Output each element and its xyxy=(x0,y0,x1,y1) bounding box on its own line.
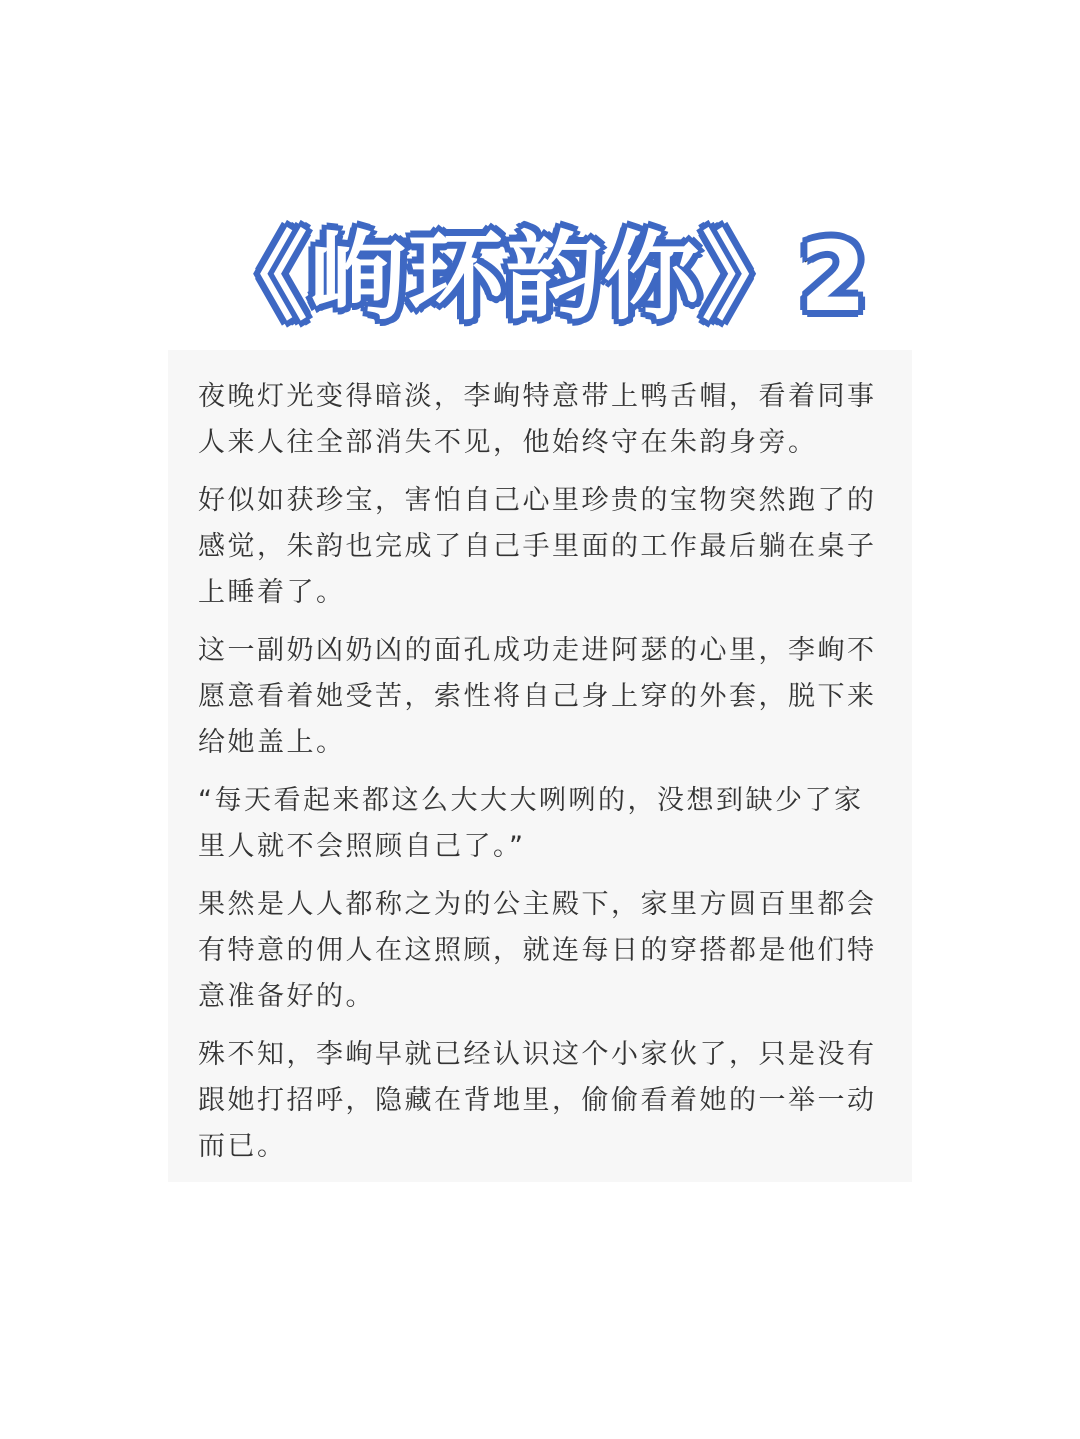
page-title: 《峋环韵你》2 xyxy=(211,221,869,333)
paragraph-4: “每天看起来都这么大大大咧咧的，没想到缺少了家里人就不会照顾自己了。” xyxy=(198,785,864,862)
paragraph-6: 殊不知，李峋早就已经认识这个小家伙了，只是没有跟她打招呼，隐藏在背地里，偷偷看着她的一举一动而已。 xyxy=(198,1039,877,1162)
paragraph-1: 夜晚灯光变得暗淡，李峋特意带上鸭舌帽，看着同事人来人往全部消失不见，他始终守在朱韵身旁。 xyxy=(198,381,877,458)
paragraph-2: 好似如获珍宝，害怕自己心里珍贵的宝物突然跑了的感觉，朱韵也完成了自己手里面的工作最后躺在桌子上睡着了。 xyxy=(198,485,877,608)
article-body xyxy=(168,350,912,1182)
paragraph-3: 这一副奶凶奶凶的面孔成功走进阿瑟的心里，李峋不愿意看着她受苦，索性将自己身上穿的外套，脱下来给她盖上。 xyxy=(198,635,877,758)
paragraph-5: 果然是人人都称之为的公主殿下，家里方圆百里都会有特意的佣人在这照顾，就连每日的穿搭都是他们特意准备好的。 xyxy=(198,889,877,1012)
